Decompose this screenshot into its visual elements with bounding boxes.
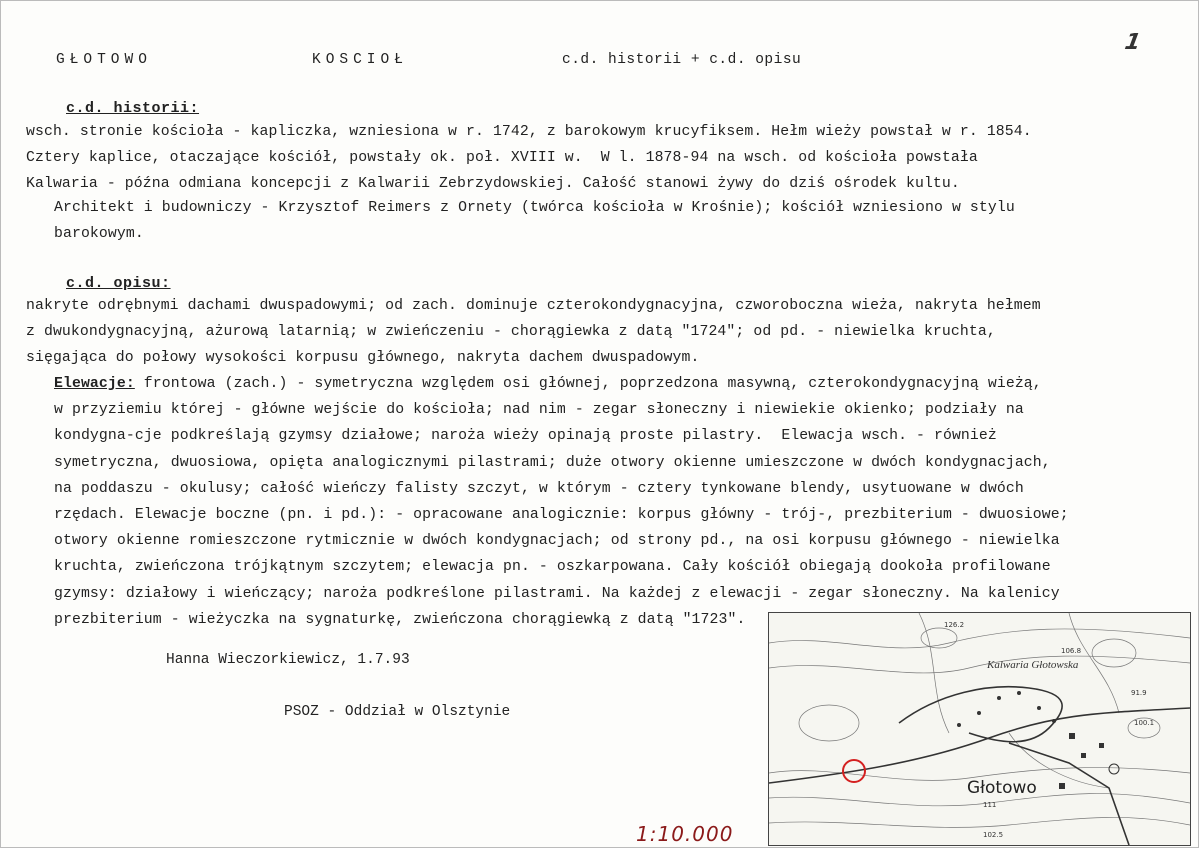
- spot-height: 102.5: [983, 831, 1004, 839]
- header-object: KOSCIOŁ: [312, 52, 408, 68]
- elevations-label: Elewacje:: [54, 376, 135, 392]
- header-place: GŁOTOWO: [56, 52, 152, 68]
- history-paragraph-1: wsch. stronie kościoła - kapliczka, wzniesiona w r. 1742, z barokowym krucyfiksem. Hełm wieży powstał w r. 1854. Cztery kaplice, otaczające kościół, powstały ok. poł. XVIII w. W l. 1878-94 na wsch. od kościoła powstała Kalwaria - późna odmiana koncepcji z Kalwarii Zebrzydowskiej. Całość stanowi żywy do dziś ośrodek kultu.: [26, 124, 1032, 193]
- topographic-map: [769, 613, 1190, 845]
- elevations-text: frontowa (zach.) - symetryczna względem osi głównej, poprzedzona masywną, czterokondygnacyjną wieżą, w przyziemiu której - główne wejście do kościoła; nad nim - zegar słoneczny i niewiekie okienko; podziały na kondygna-cje podkreślają gzymsy działowe; naroża wieży opinają proste pilastry. Elewacja wsch. - również symetryczna, dwuosiowa, opięta analogicznymi pilastrami; duże otwory okienne umieszczone w dwóch kondygnacjach, na poddaszu - okulusy; całość wieńczy falisty szczyt, w którym - cztery tynkowane blendy, usytuowane w dwóch rzędach. Elewacje boczne (pn. i pd.): - opracowane analogicznie: korpus główny - trój-, prezbiterium - dwuosiowe; otwory okienne romieszczone rytmicznie w dwóch kondygnacjach; od strony pd., na osi korpusu głównego - niewielka kruchta, zwieńczona trójkątnym szczytem; elewacja pn. - oszkarpowana. Cały kościół obiegają dookoła profilowane gzymsy: działowy i wieńczący; naroża podkreślone pilastrami. Na każdej z elewacji - zegar słoneczny. Na kalenicy prezbiterium - wieżyczka na sygnaturkę, zwieńczona chorągiewką z datą "1723".: [54, 376, 1069, 628]
- map-town-label: Głotowo: [967, 778, 1037, 798]
- spot-height: 106.8: [1061, 647, 1082, 655]
- history-heading: c.d. historii:: [66, 100, 200, 117]
- map-scale: 1:10.000: [636, 822, 734, 846]
- history-paragraph-2: Architekt i budowniczy - Krzysztof Reimers z Ornety (twórca kościoła w Krośnie); kościół wzniesiono w stylu barokowym.: [54, 200, 1015, 243]
- author-signature: Hanna Wieczorkiewicz, 1.7.93: [166, 652, 410, 668]
- office-name: PSOZ - Oddział w Olsztynie: [284, 704, 511, 720]
- spot-height: 126.2: [944, 621, 965, 629]
- description-paragraph-1: nakryte odrębnymi dachami dwuspadowymi; od zach. dominuje czterokondygnacyjna, czworoboczna wieża, nakryta hełmem z dwukondygnacyjną, ażurową latarnią; w zwieńczeniu - chorągiewka z datą "1724"; od pd. - niewielka kruchta, sięgająca do połowy wysokości korpusu głównego, nakryta dachem dwuspadowym.: [26, 298, 1041, 367]
- header-subtitle: c.d. historii + c.d. opisu: [562, 52, 802, 68]
- page-number: 1: [1122, 30, 1143, 55]
- spot-height: 91.9: [1131, 689, 1147, 697]
- location-map: [768, 612, 1191, 846]
- map-calvary-label: Kalwaria Głotowska: [987, 659, 1079, 671]
- spot-height: 100.1: [1134, 719, 1155, 727]
- spot-height: 111: [983, 801, 997, 809]
- description-heading: c.d. opisu:: [66, 275, 171, 292]
- description-paragraph-2: [26, 371, 1199, 633]
